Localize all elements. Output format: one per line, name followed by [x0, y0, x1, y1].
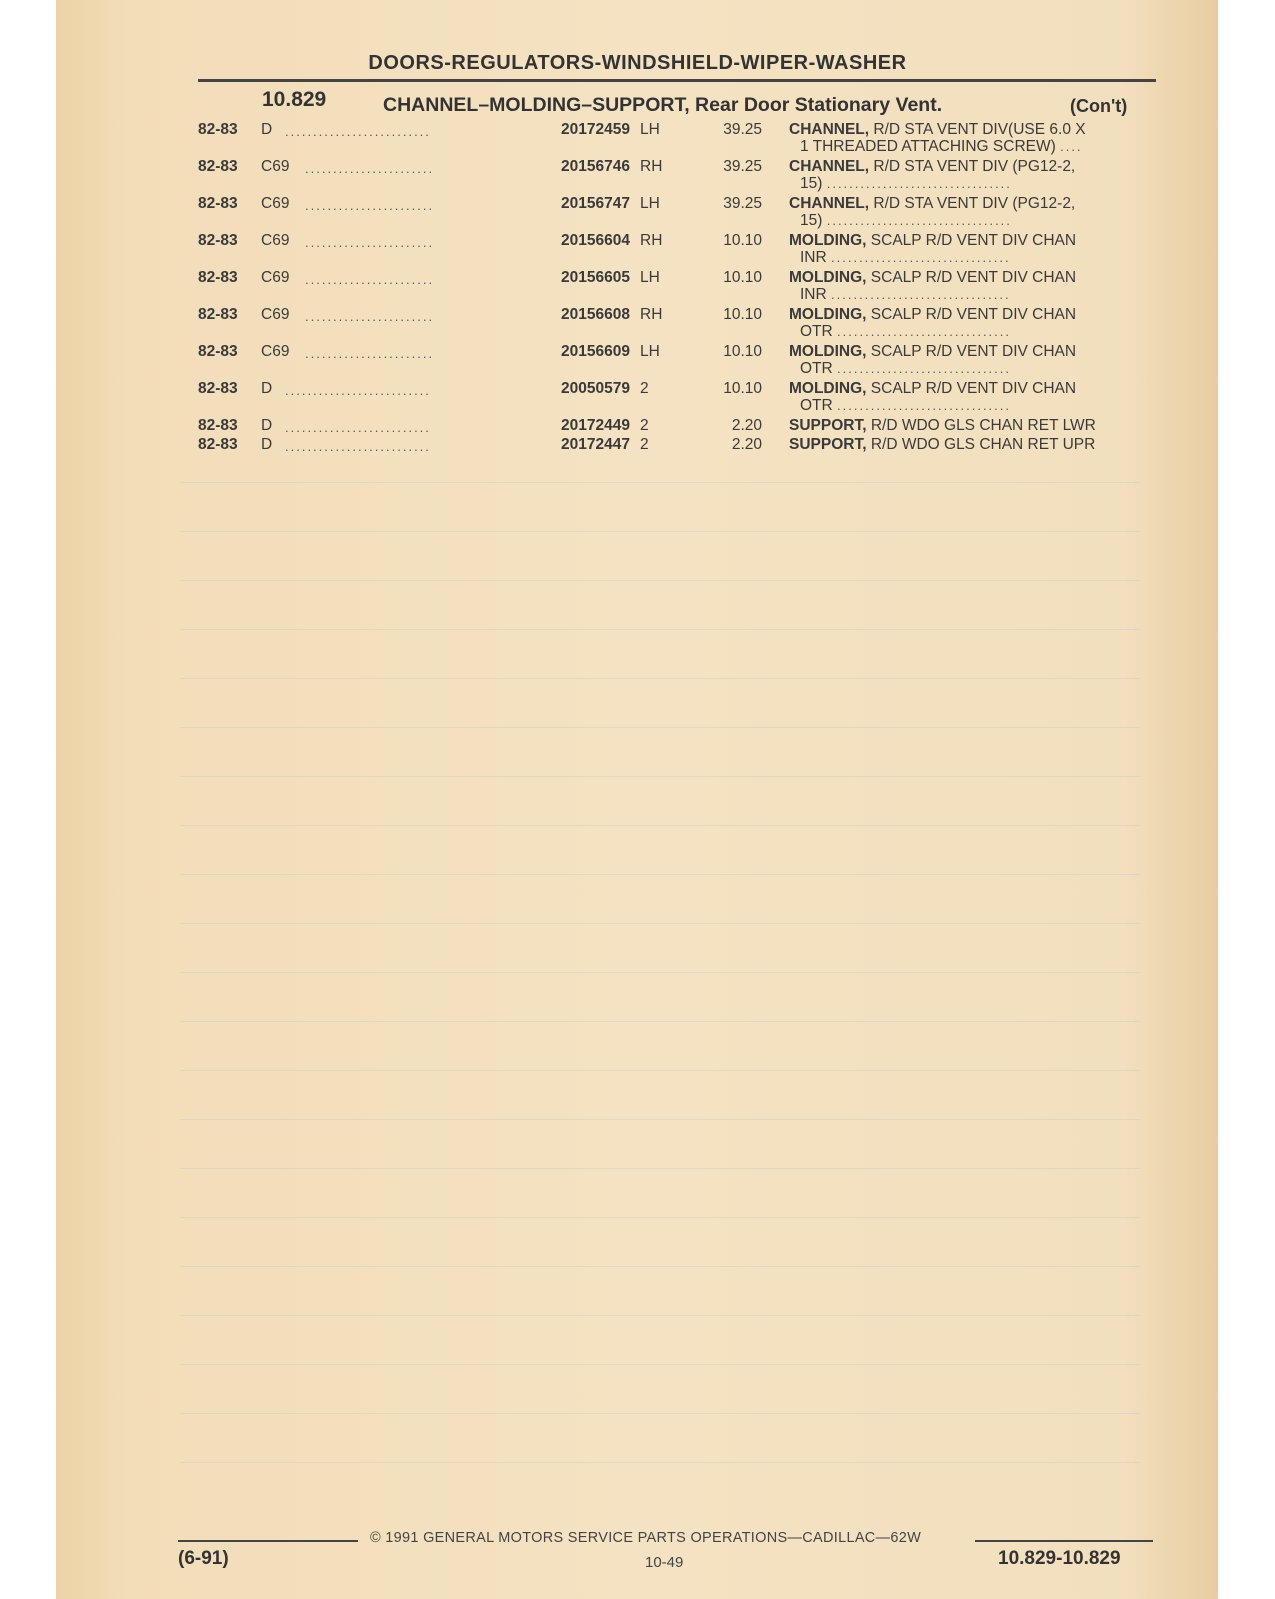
row-cont-text: INR — [800, 286, 827, 303]
ruled-line — [180, 1070, 1140, 1071]
footer-date-code: (6-91) — [178, 1548, 229, 1569]
row-part-number: 20156746 — [561, 158, 630, 175]
row-description — [789, 232, 1076, 250]
ruled-line — [180, 1315, 1140, 1316]
row-year: 82-83 — [198, 436, 238, 453]
ruled-line — [180, 531, 1140, 532]
row-desc-head: MOLDING, — [789, 343, 867, 360]
ruled-line — [180, 825, 1140, 826]
leader-dots: ....................... — [305, 161, 435, 176]
row-part-number: 20172447 — [561, 436, 630, 453]
row-price: 2.20 — [731, 436, 762, 453]
row-qty: LH — [640, 121, 660, 138]
row-model: D — [261, 121, 273, 138]
row-cont-text: 1 THREADED ATTACHING SCREW) — [800, 138, 1056, 155]
row-qty: RH — [640, 232, 663, 249]
row-desc-continuation — [800, 212, 1012, 230]
ruled-line — [180, 874, 1140, 875]
leader-dots: ....................... — [305, 309, 435, 324]
footer-section-range: 10.829-10.829 — [998, 1548, 1121, 1569]
row-year: 82-83 — [198, 417, 238, 434]
row-desc-head: CHANNEL, — [789, 158, 870, 175]
row-qty: LH — [640, 269, 660, 286]
row-desc-head: SUPPORT, — [789, 417, 867, 434]
row-desc-rest: R/D WDO GLS CHAN RET LWR — [866, 417, 1096, 434]
ruled-line — [180, 1413, 1140, 1414]
row-model: C69 — [261, 158, 290, 175]
row-cont-dots: ................................. — [826, 213, 1012, 228]
row-cont-text: 15) — [800, 175, 823, 192]
section-title-main: CHANNEL–MOLDING–SUPPORT, — [383, 94, 690, 116]
row-description — [789, 121, 1086, 139]
row-description — [789, 343, 1076, 361]
row-price: 2.20 — [731, 417, 762, 434]
page-header-title: DOORS-REGULATORS-WINDSHIELD-WIPER-WASHER — [368, 52, 907, 74]
row-cont-dots: ............................... — [837, 361, 1011, 376]
ruled-line — [180, 482, 1140, 483]
row-desc-head: CHANNEL, — [789, 121, 870, 138]
ruled-line — [180, 727, 1140, 728]
ruled-line — [180, 1021, 1140, 1022]
row-price: 10.10 — [723, 306, 762, 323]
row-year: 82-83 — [198, 306, 238, 323]
footer-rule-right — [975, 1540, 1153, 1542]
row-cont-text: OTR — [800, 323, 833, 340]
row-desc-rest: SCALP R/D VENT DIV CHAN — [866, 232, 1077, 249]
row-part-number: 20172459 — [561, 121, 630, 138]
row-description — [789, 417, 1096, 435]
row-desc-head: SUPPORT, — [789, 436, 867, 453]
row-price: 10.10 — [723, 232, 762, 249]
row-year: 82-83 — [198, 269, 238, 286]
row-model: D — [261, 417, 273, 434]
row-part-number: 20172449 — [561, 417, 630, 434]
row-qty: RH — [640, 306, 663, 323]
row-price: 39.25 — [723, 195, 762, 212]
ruled-line — [180, 1462, 1140, 1463]
leader-dots: ....................... — [305, 235, 435, 250]
ruled-line — [180, 678, 1140, 679]
leader-dots: .......................... — [285, 383, 431, 398]
row-model: C69 — [261, 343, 290, 360]
row-desc-continuation — [800, 360, 1011, 378]
row-qty: 2 — [640, 436, 649, 453]
row-cont-dots: ................................ — [831, 250, 1011, 265]
row-qty: LH — [640, 195, 660, 212]
leader-dots: ....................... — [305, 198, 435, 213]
row-part-number: 20156608 — [561, 306, 630, 323]
row-cont-dots: ............................... — [837, 324, 1011, 339]
section-title — [383, 94, 942, 117]
row-year: 82-83 — [198, 380, 238, 397]
row-year: 82-83 — [198, 121, 238, 138]
row-cont-text: OTR — [800, 360, 833, 377]
row-part-number: 20156609 — [561, 343, 630, 360]
ruled-line — [180, 1364, 1140, 1365]
row-cont-dots: .... — [1060, 139, 1083, 154]
row-desc-head: MOLDING, — [789, 269, 867, 286]
row-desc-rest: SCALP R/D VENT DIV CHAN — [866, 306, 1077, 323]
row-price: 10.10 — [723, 269, 762, 286]
header-divider — [198, 79, 1156, 82]
leader-dots: ....................... — [305, 272, 435, 287]
row-description — [789, 306, 1076, 324]
ruled-line — [180, 1266, 1140, 1267]
row-desc-rest: R/D STA VENT DIV (PG12-2, — [869, 158, 1076, 175]
ruled-line — [180, 1217, 1140, 1218]
row-qty: 2 — [640, 380, 649, 397]
row-cont-dots: ................................. — [826, 176, 1012, 191]
row-desc-rest: SCALP R/D VENT DIV CHAN — [866, 269, 1077, 286]
footer-rule-left — [178, 1540, 358, 1542]
ruled-line — [180, 1168, 1140, 1169]
row-desc-head: MOLDING, — [789, 380, 867, 397]
row-price: 10.10 — [723, 380, 762, 397]
row-desc-continuation — [800, 138, 1083, 156]
row-model: C69 — [261, 269, 290, 286]
leader-dots: .......................... — [285, 420, 431, 435]
row-model: C69 — [261, 195, 290, 212]
row-description — [789, 269, 1076, 287]
ruled-line — [180, 776, 1140, 777]
row-cont-dots: ............................... — [837, 398, 1011, 413]
footer-page-number: 10-49 — [645, 1554, 684, 1571]
ruled-line — [180, 580, 1140, 581]
row-description — [789, 380, 1076, 398]
row-desc-continuation — [800, 397, 1011, 415]
row-year: 82-83 — [198, 232, 238, 249]
leader-dots: .......................... — [285, 439, 431, 454]
row-cont-text: INR — [800, 249, 827, 266]
row-description — [789, 436, 1095, 454]
row-model: D — [261, 380, 273, 397]
section-title-sub: Rear Door Stationary Vent. — [689, 94, 943, 116]
row-cont-dots: ................................ — [831, 287, 1011, 302]
row-desc-rest: SCALP R/D VENT DIV CHAN — [866, 380, 1077, 397]
row-desc-rest: R/D STA VENT DIV (PG12-2, — [869, 195, 1076, 212]
row-part-number: 20050579 — [561, 380, 630, 397]
row-part-number: 20156605 — [561, 269, 630, 286]
row-model: D — [261, 436, 273, 453]
section-continued: (Con't) — [1070, 96, 1128, 116]
row-desc-head: MOLDING, — [789, 232, 867, 249]
row-desc-head: MOLDING, — [789, 306, 867, 323]
row-part-number: 20156747 — [561, 195, 630, 212]
row-model: C69 — [261, 306, 290, 323]
row-cont-text: OTR — [800, 397, 833, 414]
row-price: 39.25 — [723, 121, 762, 138]
row-desc-rest: SCALP R/D VENT DIV CHAN — [866, 343, 1077, 360]
ruled-line — [180, 972, 1140, 973]
row-price: 39.25 — [723, 158, 762, 175]
row-cont-text: 15) — [800, 212, 823, 229]
ruled-line — [180, 629, 1140, 630]
row-desc-continuation — [800, 175, 1012, 193]
row-year: 82-83 — [198, 343, 238, 360]
leader-dots: .......................... — [285, 124, 431, 139]
row-description — [789, 158, 1075, 176]
footer-copyright: © 1991 GENERAL MOTORS SERVICE PARTS OPERATIONS—CADILLAC—62W — [370, 1530, 922, 1546]
section-number: 10.829 — [262, 88, 327, 111]
row-desc-rest: R/D WDO GLS CHAN RET UPR — [866, 436, 1096, 453]
row-qty: RH — [640, 158, 663, 175]
row-qty: LH — [640, 343, 660, 360]
row-model: C69 — [261, 232, 290, 249]
row-part-number: 20156604 — [561, 232, 630, 249]
row-qty: 2 — [640, 417, 649, 434]
row-desc-continuation — [800, 249, 1011, 267]
row-price: 10.10 — [723, 343, 762, 360]
row-desc-continuation — [800, 323, 1011, 341]
row-description — [789, 195, 1075, 213]
leader-dots: ....................... — [305, 346, 435, 361]
row-year: 82-83 — [198, 195, 238, 212]
row-desc-rest: R/D STA VENT DIV(USE 6.0 X — [869, 121, 1086, 138]
ruled-line — [180, 923, 1140, 924]
row-year: 82-83 — [198, 158, 238, 175]
row-desc-continuation — [800, 286, 1011, 304]
ruled-line — [180, 1119, 1140, 1120]
row-desc-head: CHANNEL, — [789, 195, 870, 212]
